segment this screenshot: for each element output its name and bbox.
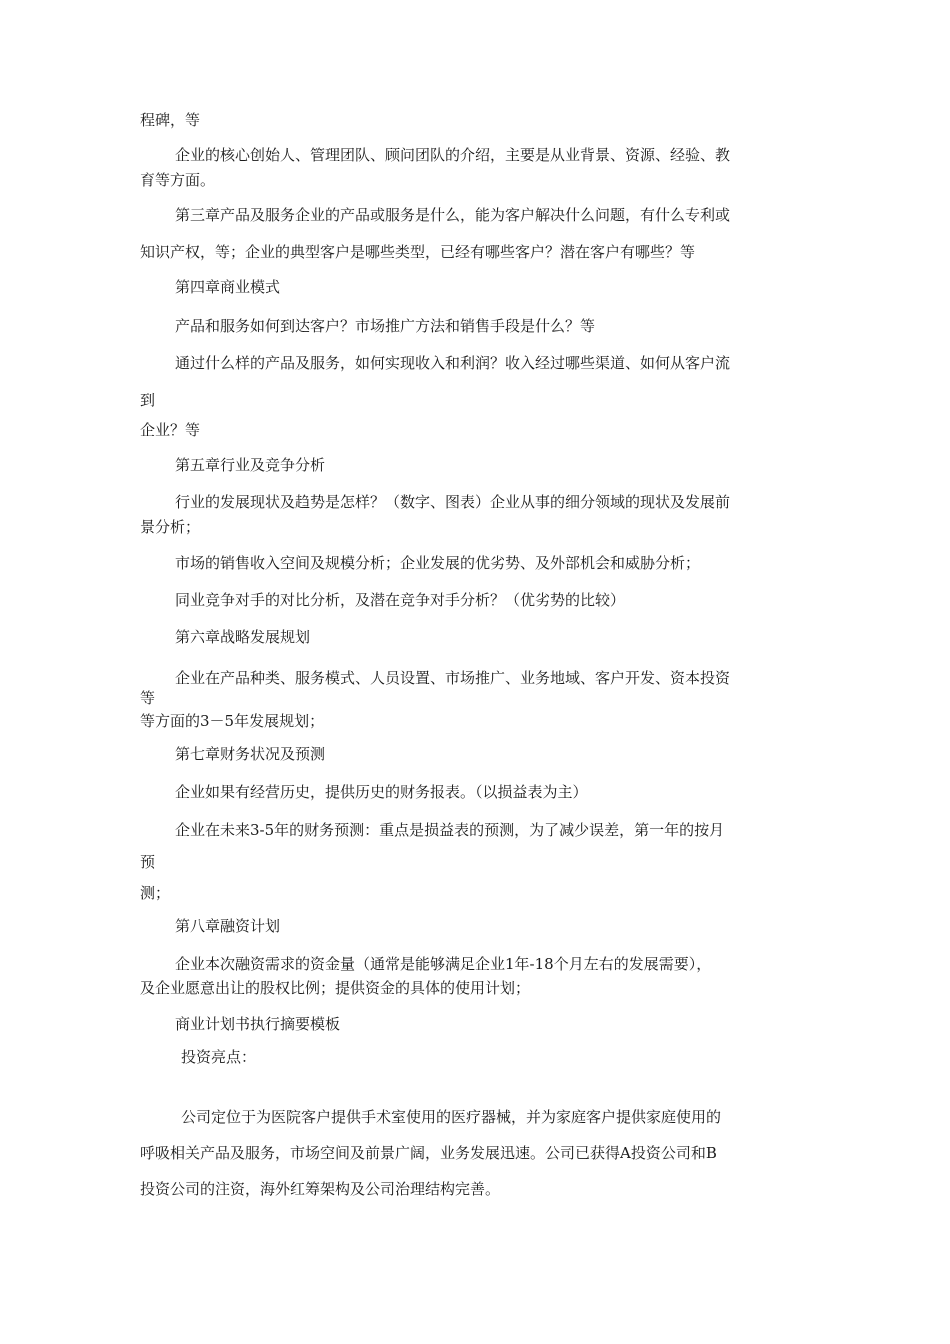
text-line: 等 — [140, 689, 156, 707]
text-line: 预 — [140, 853, 156, 871]
text-line: 同业竞争对手的对比分析，及潜在竞争对手分析？（优劣势的比较） — [175, 591, 626, 609]
text-line: 通过什么样的产品及服务，如何实现收入和利润？收入经过哪些渠道、如何从客户流 — [175, 354, 731, 372]
section-heading: 第四章商业模式 — [175, 278, 281, 296]
text-line: 企业？等 — [140, 421, 201, 439]
text-line: 公司定位于为医院客户提供手术室使用的医疗器械，并为家庭客户提供家庭使用的 — [181, 1108, 722, 1126]
text-line: 测； — [140, 884, 171, 902]
section-heading: 第五章行业及竞争分析 — [175, 456, 326, 474]
section-heading: 第七章财务状况及预测 — [175, 745, 326, 763]
text-line: 呼吸相关产品及服务，市场空间及前景广阔，业务发展迅速。公司已获得A投资公司和B — [140, 1144, 717, 1162]
text-line: 企业在产品种类、服务模式、人员设置、市场推广、业务地域、客户开发、资本投资 — [175, 669, 731, 687]
text-line: 产品和服务如何到达客户？市场推广方法和销售手段是什么？等 — [175, 317, 596, 335]
text-line: 企业本次融资需求的资金量（通常是能够满足企业1年-18个月左右的发展需要）， — [175, 955, 712, 973]
text-line: 育等方面。 — [140, 171, 216, 189]
text-line: 程碑，等 — [140, 111, 201, 129]
text-line: 投资亮点： — [181, 1048, 257, 1066]
text-line: 景分析； — [140, 518, 201, 536]
text-line: 企业在未来3-5年的财务预测：重点是损益表的预测，为了减少误差，第一年的按月 — [175, 821, 725, 839]
section-heading: 第八章融资计划 — [175, 917, 281, 935]
text-line: 企业如果有经营历史，提供历史的财务报表。（以损益表为主） — [175, 783, 588, 801]
text-line: 等方面的3－5年发展规划； — [140, 712, 325, 730]
text-line: 知识产权，等；企业的典型客户是哪些类型，已经有哪些客户？潜在客户有哪些？等 — [140, 243, 696, 261]
text-line: 及企业愿意出让的股权比例；提供资金的具体的使用计划； — [140, 979, 531, 997]
text-line: 行业的发展现状及趋势是怎样？（数字、图表）企业从事的细分领域的现状及发展前 — [175, 493, 731, 511]
text-line: 到 — [140, 391, 156, 409]
text-line: 企业的核心创始人、管理团队、顾问团队的介绍，主要是从业背景、资源、经验、教 — [175, 146, 731, 164]
section-heading: 第六章战略发展规划 — [175, 628, 311, 646]
text-line: 市场的销售收入空间及规模分析；企业发展的优劣势、及外部机会和威胁分析； — [175, 554, 701, 572]
text-line: 投资公司的注资，海外红筹架构及公司治理结构完善。 — [140, 1180, 501, 1198]
section-heading: 商业计划书执行摘要模板 — [175, 1015, 341, 1033]
text-line: 第三章产品及服务企业的产品或服务是什么，能为客户解决什么问题，有什么专利或 — [175, 206, 731, 224]
